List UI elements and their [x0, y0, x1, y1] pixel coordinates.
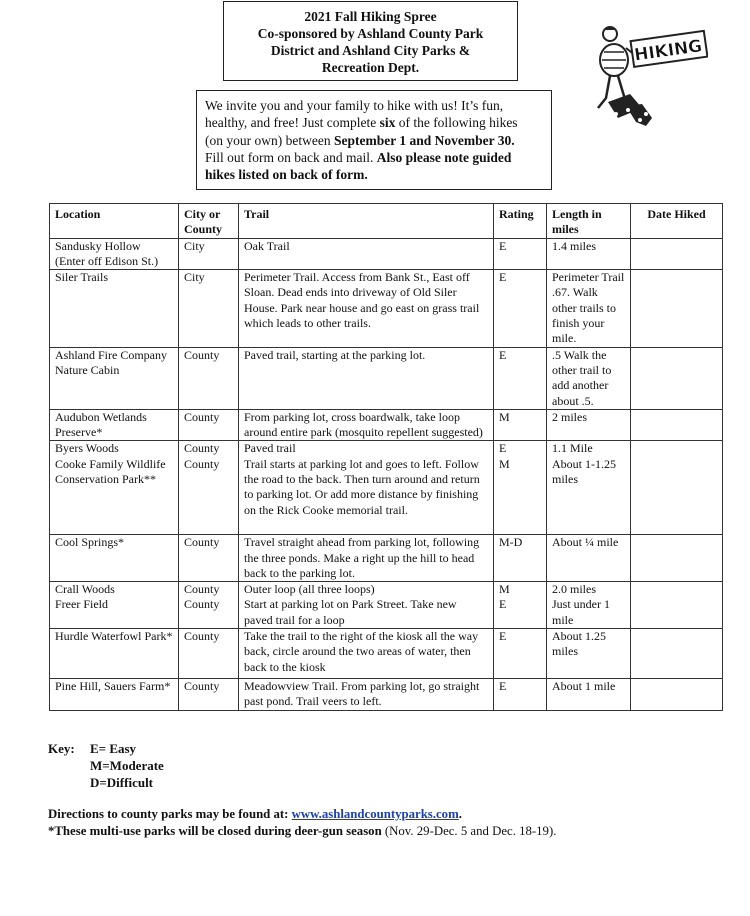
cell-rating: M	[494, 582, 547, 598]
table-row	[50, 270, 723, 347]
invite-text: healthy, and free! Just complete	[205, 115, 380, 131]
cell-type: County	[179, 597, 239, 628]
cell-type: City	[179, 270, 239, 347]
cell-trail: Travel straight ahead from parking lot, following the three ponds. Make a right up the hill to head back to the parking lot.	[239, 535, 494, 582]
invite-bold: Also please note guided	[376, 149, 512, 165]
cell-type: County	[179, 679, 239, 711]
cell-date-hiked[interactable]	[631, 441, 723, 457]
cell-length: About 1 mile	[547, 679, 631, 711]
cell-length: Perimeter Trail .67. Walk other trails to finish your mile.	[547, 270, 631, 347]
hikes-table	[49, 203, 723, 711]
title-line: Co-sponsored by Ashland County Park	[257, 26, 484, 41]
key-item: D=Difficult	[90, 775, 154, 790]
invitation-box	[196, 90, 552, 190]
closure-note-bold: *These multi-use parks will be closed during deer-gun season	[48, 824, 382, 838]
cell-type: City	[179, 238, 239, 270]
cell-location: Cool Springs*	[50, 535, 179, 582]
title-box	[223, 1, 518, 81]
cell-trail: Take the trail to the right of the kiosk all the way back, circle around the two areas of water, then back to the kiosk	[239, 629, 494, 679]
directions-period: .	[458, 807, 462, 821]
closure-note-dates: (Nov. 29-Dec. 5 and Dec. 18-19).	[381, 824, 557, 838]
cell-length: .5 Walk the other trail to add another about .5.	[547, 347, 631, 409]
cell-date-hiked[interactable]	[631, 238, 723, 270]
cell-type: County	[179, 535, 239, 582]
table-row	[50, 457, 723, 535]
cell-trail: Trail starts at parking lot and goes to left. Follow the road to the back. Then turn around and return to parking lot. Or add more distance by finishing on the Rick Cooke memorial trail.	[239, 457, 494, 535]
cell-length: 2 miles	[547, 409, 631, 441]
cell-rating: M	[494, 409, 547, 441]
cell-length: 1.1 Mile	[547, 441, 631, 457]
cell-trail: Oak Trail	[239, 238, 494, 270]
header-rating: Rating	[494, 204, 547, 239]
cell-trail: Start at parking lot on Park Street. Take new paved trail for a loop	[239, 597, 494, 628]
invite-text: Fill out form on back and mail.	[205, 149, 377, 165]
invite-bold: six	[379, 115, 396, 131]
cell-rating: E	[494, 679, 547, 711]
header-date-hiked: Date Hiked	[631, 204, 723, 239]
cell-location: Sandusky Hollow (Enter off Edison St.)	[50, 238, 179, 270]
cell-trail: Paved trail, starting at the parking lot.	[239, 347, 494, 409]
cell-type: County	[179, 441, 239, 457]
cell-rating: E	[494, 597, 547, 628]
cell-length: About ¼ mile	[547, 535, 631, 582]
cell-location: Cooke Family Wildlife Conservation Park**	[50, 457, 179, 535]
cell-location: Audubon Wetlands Preserve*	[50, 409, 179, 441]
cell-rating: E	[494, 347, 547, 409]
cell-length: 1.4 miles	[547, 238, 631, 270]
invite-text: of the following hikes	[395, 115, 518, 131]
cell-type: County	[179, 582, 239, 598]
key-item: E= Easy	[90, 741, 137, 756]
header-row	[50, 204, 723, 239]
cell-location: Byers Woods	[50, 441, 179, 457]
cell-location: Ashland Fire Company Nature Cabin	[50, 347, 179, 409]
cell-type: County	[179, 409, 239, 441]
invite-bold: hikes listed on back of form.	[205, 167, 368, 183]
header-city-county: City or County	[179, 204, 239, 239]
cell-rating: E	[494, 270, 547, 347]
cell-rating: E	[494, 629, 547, 679]
table-row	[50, 441, 723, 457]
cell-type: County	[179, 347, 239, 409]
cell-date-hiked[interactable]	[631, 582, 723, 598]
title-line: 2021 Fall Hiking Spree	[304, 9, 437, 24]
cell-rating: M-D	[494, 535, 547, 582]
cell-trail: Perimeter Trail. Access from Bank St., East off Sloan. Dead ends into driveway of Old Siler House. Park near house and go east on grass trail which leads to other trails.	[239, 270, 494, 347]
table-row	[50, 597, 723, 628]
cell-location: Siler Trails	[50, 270, 179, 347]
directions-text: Directions to county parks may be found at:	[48, 807, 292, 821]
footer-notes	[48, 806, 556, 840]
cell-trail: Paved trail	[239, 441, 494, 457]
key-item: M=Moderate	[90, 758, 164, 773]
cell-length: 2.0 miles	[547, 582, 631, 598]
rating-key	[48, 740, 164, 791]
cell-type: County	[179, 629, 239, 679]
title-line: Recreation Dept.	[321, 60, 420, 75]
cell-rating: E	[494, 441, 547, 457]
cell-length: Just under 1 mile	[547, 597, 631, 628]
table-row	[50, 238, 723, 270]
cell-date-hiked[interactable]	[631, 679, 723, 711]
table-row	[50, 679, 723, 711]
table-row	[50, 629, 723, 679]
cell-rating: M	[494, 457, 547, 535]
cell-date-hiked[interactable]	[631, 409, 723, 441]
cell-date-hiked[interactable]	[631, 629, 723, 679]
cell-date-hiked[interactable]	[631, 347, 723, 409]
cell-type: County	[179, 457, 239, 535]
cell-location: Hurdle Waterfowl Park*	[50, 629, 179, 679]
cell-length: About 1.25 miles	[547, 629, 631, 679]
cell-location: Crall Woods	[50, 582, 179, 598]
cell-trail: Outer loop (all three loops)	[239, 582, 494, 598]
header-length: Length in miles	[547, 204, 631, 239]
cell-rating: E	[494, 238, 547, 270]
invite-text: We invite you and your family to hike with us! It’s fun,	[205, 98, 504, 113]
table-row	[50, 347, 723, 409]
cell-date-hiked[interactable]	[631, 597, 723, 628]
invite-bold: September 1 and November 30.	[333, 132, 515, 148]
table-row	[50, 409, 723, 441]
parks-website-link[interactable]: www.ashlandcountyparks.com	[291, 807, 459, 821]
table-row	[50, 582, 723, 598]
cell-date-hiked[interactable]	[631, 535, 723, 582]
cell-trail: From parking lot, cross boardwalk, take loop around entire park (mosquito repellent suggested)	[239, 409, 494, 441]
cell-date-hiked[interactable]	[631, 457, 723, 535]
key-title: Key:	[48, 741, 75, 756]
table-row	[50, 535, 723, 582]
invite-text: (on your own) between	[205, 132, 334, 148]
hiker-logo	[596, 22, 708, 132]
cell-location: Freer Field	[50, 597, 179, 628]
cell-length: About 1-1.25 miles	[547, 457, 631, 535]
logo-text: HIKING	[633, 36, 704, 66]
header-trail: Trail	[239, 204, 494, 239]
cell-date-hiked[interactable]	[631, 270, 723, 347]
header-location: Location	[50, 204, 179, 239]
cell-location: Pine Hill, Sauers Farm*	[50, 679, 179, 711]
cell-trail: Meadowview Trail. From parking lot, go straight past pond. Trail veers to left.	[239, 679, 494, 711]
title-line: District and Ashland City Parks &	[270, 43, 471, 58]
